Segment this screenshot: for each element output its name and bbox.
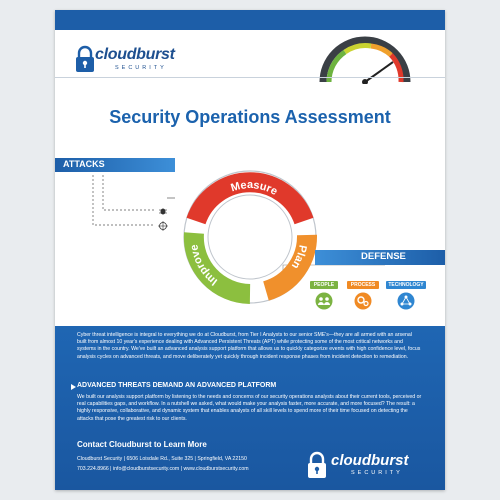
section-subheading: ADVANCED THREATS DEMAND AN ADVANCED PLATFORM [77, 382, 277, 389]
cycle-diagram [170, 155, 330, 315]
platform-paragraph: We built our analysis support platform by listening to the needs and concerns of our security operations analysts about their current tools, perceived or real capabilities gaps, and workflow. In a nutshell we asked, what would make your analysis faster, more accurate, and more focused? The result: a highly responsive, collaborative, and dynamic system that enables analysts of all skill levels to spend more of their time focused on detecting the attacks that pose the greatest risk to our clients. [77, 394, 422, 422]
header-divider [55, 77, 445, 78]
top-band [55, 10, 445, 30]
page-title: Security Operations Assessment [109, 107, 391, 127]
tag-people: PEOPLE [310, 281, 338, 289]
cycle-plan-label: Plan [288, 243, 309, 271]
crosshair-icon [158, 221, 168, 231]
technology-network-icon [397, 292, 415, 310]
bullet-arrow-icon [71, 384, 76, 390]
cycle-improve-label: Improve [188, 243, 220, 288]
plan-segment [266, 235, 307, 291]
bug-icon [158, 206, 168, 216]
tag-technology: TECHNOLOGY [386, 281, 426, 289]
contact-title: Contact Cloudburst to Learn More [77, 440, 207, 449]
intro-paragraph: Cyber threat intelligence is integral to everything we do at Cloudburst, from Tier I Analysts to our senior SME's—they are all armed with an arsenal built from almost 10 year's experience dealing with Advanced Persistent Threats (APT) while protecting some of the most critical networks and systems in the country. We've built an advanced analysis support platform that allows us to quickly categorize events with high confidence level, focus analysis cycles on advanced threats, and move deliberately yet quickly through incident response phases from incident detection to remediation. [77, 332, 421, 360]
defense-label: DEFENSE [361, 251, 406, 262]
brand-name: cloudburst [95, 46, 175, 63]
contact-address: Cloudburst Security | 6506 Loisdale Rd., Suite 325 | Springfield, VA 22150 [77, 456, 247, 462]
tag-process: PROCESS [347, 281, 379, 289]
attacks-label: ATTACKS [63, 159, 105, 169]
cycle-measure-label: Measure [229, 179, 280, 198]
brand-tagline: SECURITY [115, 65, 167, 71]
footer-brand-name: cloudburst [331, 452, 409, 469]
contact-details: 703.224.8966 | info@cloudburstsecurity.com | www.cloudburstsecurity.com [77, 466, 249, 472]
footer-brand-tagline: SECURITY [351, 470, 403, 476]
brochure-page [55, 10, 445, 490]
people-icon [315, 292, 333, 310]
process-gears-icon [354, 292, 372, 310]
